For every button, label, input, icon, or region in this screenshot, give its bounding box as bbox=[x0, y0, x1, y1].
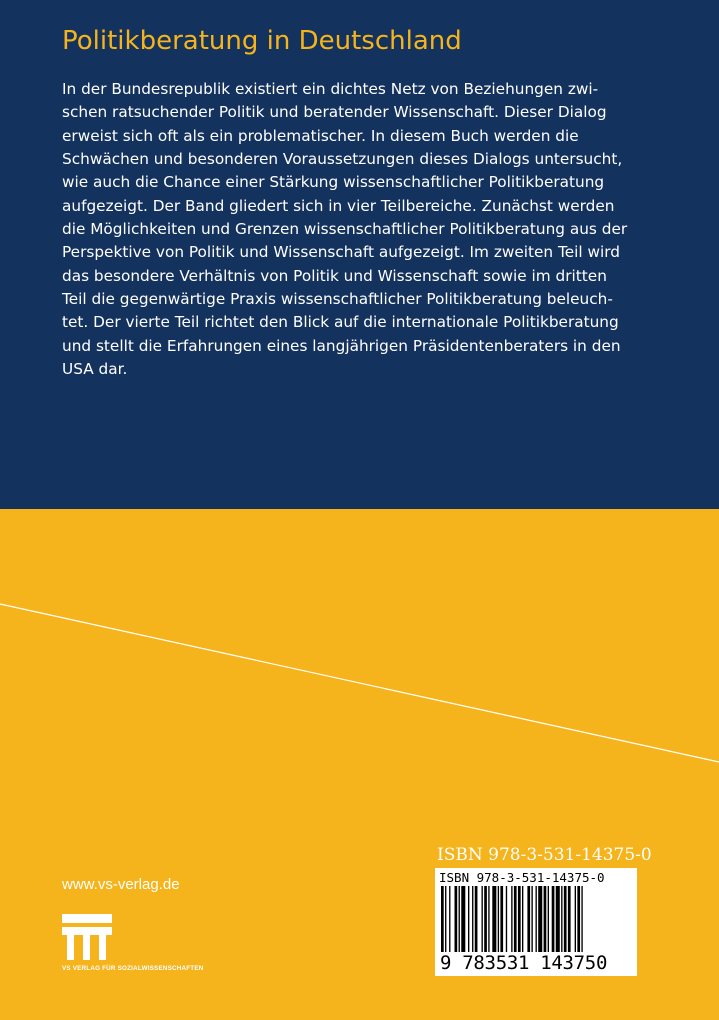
blurb-line: tet. Der vierte Teil richtet den Blick auf die internationale Politikberatung bbox=[62, 313, 619, 332]
blurb-line: schen ratsuchender Politik und beratender Wissenschaft. Dieser Dialog bbox=[62, 103, 607, 122]
blurb-line: USA dar. bbox=[62, 360, 128, 379]
blurb-line: wie auch die Chance einer Stärkung wissenschaftlicher Politikberatung bbox=[62, 173, 605, 192]
isbn-text: ISBN 978-3-531-14375-0 bbox=[437, 845, 652, 865]
blurb-line: Teil die gegenwärtige Praxis wissenschaftlicher Politikberatung beleuch- bbox=[62, 290, 613, 309]
barcode-bar bbox=[441, 886, 444, 954]
barcode-bar bbox=[536, 886, 537, 954]
barcode-bar bbox=[511, 886, 512, 954]
barcode-isbn-label: ISBN 978-3-531-14375-0 bbox=[439, 870, 605, 885]
blurb-line: In der Bundesrepublik existiert ein dichtes Netz von Beziehungen zwi- bbox=[62, 80, 599, 98]
barcode-bar bbox=[568, 886, 571, 954]
blurb-line: und stellt die Erfahrungen eines langjährigen Präsidentenberaters in den bbox=[62, 336, 621, 355]
blurb-line: Perspektive von Politik und Wissenschaft aufgezeigt. Im zweiten Teil wird bbox=[62, 243, 620, 262]
barcode-bar bbox=[564, 886, 567, 954]
blurb-line: die Möglichkeiten und Grenzen wissenschaftlicher Politikberatung aus der bbox=[62, 220, 628, 239]
barcode-bar bbox=[484, 886, 487, 954]
barcode-bar bbox=[461, 886, 465, 954]
barcode-bar bbox=[544, 886, 547, 954]
publisher-website: www.vs-verlag.de bbox=[62, 876, 180, 893]
barcode-bar bbox=[445, 886, 446, 954]
barcode-bar bbox=[548, 886, 549, 954]
barcode-bar bbox=[449, 886, 450, 954]
barcode-bar bbox=[475, 886, 478, 954]
barcode-bar bbox=[455, 886, 458, 954]
barcode-bar bbox=[500, 886, 503, 954]
barcode-bar bbox=[472, 886, 473, 954]
barcode-bar bbox=[577, 886, 580, 954]
barcode-bar bbox=[531, 886, 532, 954]
barcode-digits: 9 783531 143750 bbox=[440, 952, 608, 974]
barcode-bar bbox=[538, 886, 542, 954]
book-title: Politikberatung in Deutschland bbox=[62, 26, 462, 56]
barcode-bar bbox=[488, 886, 489, 954]
barcode-bar bbox=[527, 886, 530, 954]
blurb-text bbox=[62, 78, 662, 381]
barcode-bar bbox=[498, 886, 499, 954]
barcode-bar bbox=[556, 886, 560, 954]
vs-verlag-logo-icon bbox=[62, 914, 112, 960]
barcode-bar bbox=[492, 886, 496, 954]
publisher-name: VS VERLAG FÜR SOZIALWISSENSCHAFTEN bbox=[62, 965, 204, 972]
barcode-bar bbox=[552, 886, 555, 954]
barcode-bar bbox=[518, 886, 521, 954]
blurb-line: erweist sich oft als ein problematischer. In diesem Buch werden die bbox=[62, 126, 579, 145]
barcode-bar bbox=[522, 886, 523, 954]
barcode-bar bbox=[468, 886, 469, 954]
barcode-bar bbox=[581, 886, 582, 954]
barcode-bar bbox=[575, 886, 576, 954]
blurb-line: aufgezeigt. Der Band gliedert sich in vier Teilbereiche. Zunächst werden bbox=[62, 196, 615, 215]
blurb-line: das besondere Verhältnis von Politik und Wissenschaft sowie im dritten bbox=[62, 266, 607, 285]
barcode-bar bbox=[506, 886, 507, 954]
blurb-line: Schwächen und besonderen Voraussetzungen dieses Dialogs untersucht, bbox=[62, 150, 623, 169]
barcode-bar bbox=[482, 886, 483, 954]
barcode-bar bbox=[459, 886, 460, 954]
barcode-bar bbox=[561, 886, 562, 954]
barcode bbox=[435, 868, 637, 976]
barcode-bar bbox=[514, 886, 517, 954]
